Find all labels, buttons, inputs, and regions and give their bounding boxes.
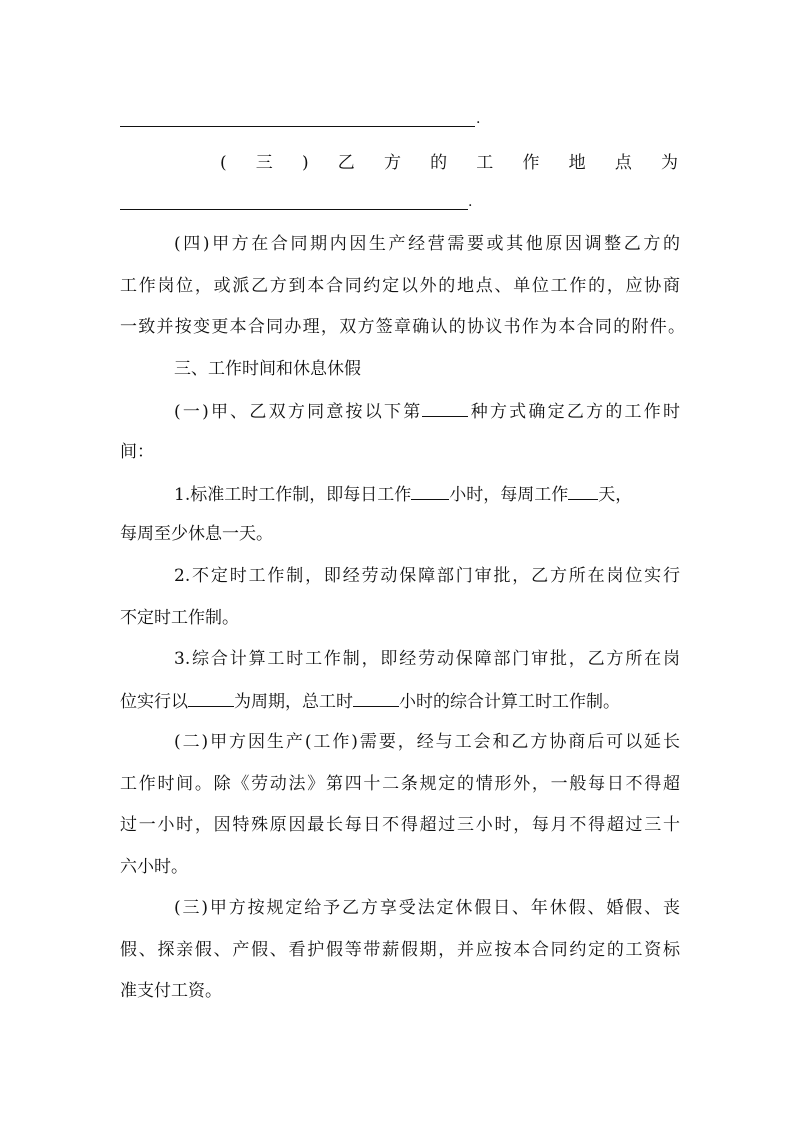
paragraph-line [120, 690, 680, 713]
paragraph-line: (二)甲方因生产(工作)需要，经与工会和乙方协商后可以延长 [174, 732, 680, 752]
paragraph-line: 准支付工资。 [120, 981, 222, 1001]
period-mark: . [476, 111, 481, 127]
paragraph-line [174, 400, 680, 423]
paragraph-line: 2.不定时工作制，即经劳动保障部门审批，乙方所在岗位实行 [174, 566, 680, 586]
paragraph-line: 3.综合计算工时工作制，即经劳动保障部门审批，乙方所在岗 [174, 649, 680, 669]
text-fragment: 小时，每周工作 [449, 485, 569, 505]
paragraph-line: 假、探亲假、产假、看护假等带薪假期，并应按本合同约定的工资标 [120, 940, 680, 960]
fill-in-blank-line [120, 209, 468, 210]
text-fragment: 天， [598, 485, 633, 505]
paragraph-line: 工作时间。除《劳动法》第四十二条规定的情形外，一般每日不得超 [120, 774, 680, 794]
fill-in-blank [568, 483, 598, 500]
paragraph-line: (三)甲方按规定给予乙方享受法定休假日、年休假、婚假、丧 [174, 898, 680, 918]
text-fragment: 种方式确定乙方的工作时 [468, 402, 681, 422]
fill-in-blank-line [120, 126, 475, 127]
section-heading: 三、工作时间和休息休假 [174, 359, 361, 379]
paragraph-line: 过一小时，因特殊原因最长每日不得超过三小时，每月不得超过三十 [120, 815, 680, 835]
paragraph-line: 六小时。 [120, 857, 188, 877]
fill-in-blank [411, 483, 449, 500]
text-fragment: (一)甲、乙双方同意按以下第 [174, 402, 423, 422]
paragraph-line [174, 483, 680, 506]
paragraph-line: 一致并按变更本合同办理，双方签章确认的协议书作为本合同的附件。 [120, 317, 685, 337]
fill-in-blank [353, 690, 399, 707]
paragraph-line: 间： [120, 442, 154, 462]
fill-in-blank [188, 690, 234, 707]
text-fragment: 1.标准工时工作制，即每日工作 [174, 485, 412, 505]
paragraph-line: (四)甲方在合同期内因生产经营需要或其他原因调整乙方的 [174, 234, 680, 254]
text-fragment: 位实行以 [120, 692, 188, 712]
paragraph-line: 不定时工作制。 [120, 608, 239, 628]
section-workplace-heading: (三)乙方的工作地点为 [220, 153, 678, 173]
text-fragment: 小时的综合计算工时工作制。 [399, 692, 620, 712]
text-fragment: 为周期，总工时 [234, 692, 353, 712]
paragraph-line: 每周至少休息一天。 [120, 524, 273, 544]
period-mark: . [468, 194, 473, 210]
paragraph-line: 工作岗位，或派乙方到本合同约定以外的地点、单位工作的，应协商 [120, 276, 680, 296]
fill-in-blank [422, 400, 468, 417]
